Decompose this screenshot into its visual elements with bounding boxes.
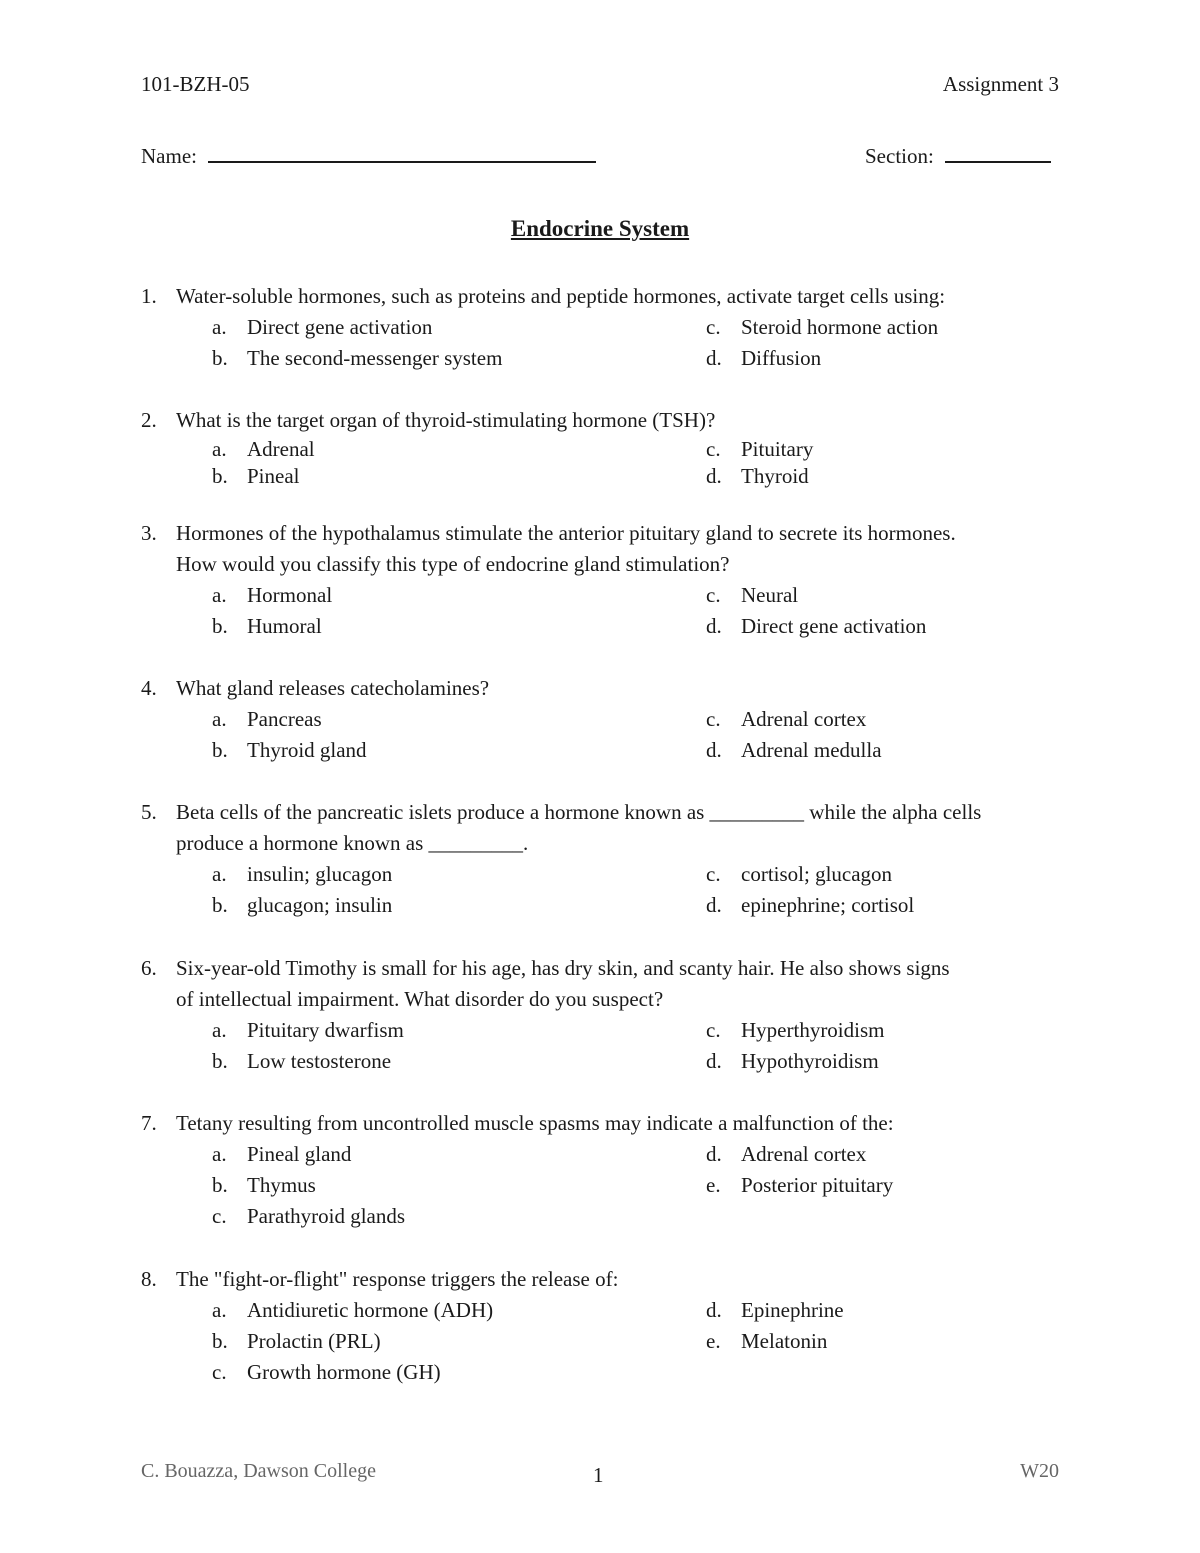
question-line [141,828,1071,859]
option-letter: a. [212,1298,227,1322]
page-title: Endocrine System [510,216,690,241]
question-number: 4. [141,676,157,700]
name-blank-line[interactable] [208,143,596,163]
option-text: Adrenal medulla [741,738,882,762]
option-text: Steroid hormone action [741,315,939,339]
option-letter: e. [706,1329,721,1353]
footer-author: C. Bouazza, Dawson College [141,1460,376,1482]
option-list [141,704,1071,766]
option-letter: a. [212,1142,227,1166]
option-text: Direct gene activation [247,315,433,339]
option-letter: a. [212,1018,227,1042]
option-letter: a. [212,583,227,607]
option-text: Parathyroid glands [247,1204,406,1228]
option-text: The second-messenger system [247,346,503,370]
option-letter: b. [212,464,228,488]
option-text: Pineal [247,464,300,488]
option-letter: e. [706,1173,721,1197]
option-text: Posterior pituitary [741,1173,894,1197]
option-letter: b. [212,1049,228,1073]
question-line [141,405,1071,436]
question-line [141,984,1071,1015]
option-letter: b. [212,1329,228,1353]
question-line [141,953,1071,984]
question-text: The "fight-or-flight" response triggers the release of: [176,1267,619,1291]
footer-term: W20 [1020,1460,1059,1482]
section-label: Section: [865,144,934,168]
option-text: Prolactin (PRL) [247,1329,381,1353]
question-8 [141,1264,1071,1388]
question-line [141,797,1071,828]
option-text: cortisol; glucagon [741,862,893,886]
question-4 [141,673,1071,766]
option-letter: d. [706,614,722,638]
option-text: Hypothyroidism [741,1049,879,1073]
option-text: insulin; glucagon [247,862,393,886]
page-number: 1 [593,1463,604,1487]
option-text: Direct gene activation [741,614,927,638]
question-text: Hormones of the hypothalamus stimulate the anterior pituitary gland to secrete its hormones. [176,521,956,545]
option-text: Neural [741,583,799,607]
question-text: How would you classify this type of endocrine gland stimulation? [176,552,730,576]
name-row [141,143,596,169]
option-letter: b. [212,893,228,917]
option-text: Low testosterone [247,1049,392,1073]
option-text: Hormonal [247,583,333,607]
option-letter: c. [706,862,721,886]
option-letter: c. [706,707,721,731]
course-code: 101-BZH-05 [141,72,250,96]
option-text: Antidiuretic hormone (ADH) [247,1298,494,1322]
option-letter: b. [212,1173,228,1197]
option-text: Hyperthyroidism [741,1018,885,1042]
option-letter: d. [706,738,722,762]
option-list [141,580,1071,642]
question-text: What gland releases catecholamines? [176,676,490,700]
option-letter: a. [212,315,227,339]
option-letter: c. [706,583,721,607]
option-letter: d. [706,346,722,370]
option-letter: a. [212,437,227,461]
question-text: Water-soluble hormones, such as proteins and peptide hormones, activate target cells using: [176,284,946,308]
option-letter: d. [706,893,722,917]
question-line [141,1264,1071,1295]
question-number: 6. [141,956,157,980]
question-5 [141,797,1071,921]
option-letter: d. [706,464,722,488]
option-text: Adrenal cortex [741,1142,867,1166]
question-7 [141,1108,1071,1232]
option-letter: a. [212,707,227,731]
option-text: Epinephrine [741,1298,844,1322]
question-line [141,281,1071,312]
option-text: Melatonin [741,1329,828,1353]
question-text: produce a hormone known as _________. [176,831,529,855]
option-letter: b. [212,738,228,762]
option-text: epinephrine; cortisol [741,893,915,917]
question-6 [141,953,1071,1077]
option-list [141,312,1071,374]
option-letter: b. [212,346,228,370]
question-number: 7. [141,1111,157,1135]
question-2 [141,405,1071,490]
option-letter: b. [212,614,228,638]
assignment-label: Assignment 3 [942,72,1059,96]
question-line [141,673,1071,704]
option-letter: c. [706,437,721,461]
option-letter: c. [212,1204,227,1228]
option-text: glucagon; insulin [247,893,393,917]
option-list [141,1015,1071,1077]
option-list [141,1139,1071,1232]
option-list [141,436,1071,490]
question-number: 1. [141,284,157,308]
option-text: Adrenal [247,437,315,461]
option-text: Humoral [247,614,322,638]
section-blank-line[interactable] [945,143,1051,163]
question-number: 5. [141,800,157,824]
option-letter: d. [706,1142,722,1166]
question-text: Six-year-old Timothy is small for his age, has dry skin, and scanty hair. He also shows signs [176,956,950,980]
question-number: 2. [141,408,157,432]
option-text: Pancreas [247,707,322,731]
option-text: Pituitary [741,437,814,461]
option-letter: c. [212,1360,227,1384]
option-text: Pituitary dwarfism [247,1018,404,1042]
question-line [141,1108,1071,1139]
option-text: Thyroid gland [247,738,367,762]
question-text: Tetany resulting from uncontrolled muscle spasms may indicate a malfunction of the: [176,1111,894,1135]
question-line [141,518,1071,549]
option-letter: c. [706,315,721,339]
question-text: What is the target organ of thyroid-stimulating hormone (TSH)? [176,408,716,432]
question-number: 8. [141,1267,157,1291]
question-number: 3. [141,521,157,545]
question-1 [141,281,1071,374]
name-label: Name: [141,144,197,168]
option-text: Adrenal cortex [741,707,867,731]
option-text: Diffusion [741,346,822,370]
option-text: Pineal gland [247,1142,352,1166]
option-letter: c. [706,1018,721,1042]
option-list [141,859,1071,921]
option-letter: d. [706,1049,722,1073]
question-line [141,549,1071,580]
question-text: of intellectual impairment. What disorder do you suspect? [176,987,664,1011]
option-text: Thyroid [741,464,809,488]
option-text: Growth hormone (GH) [247,1360,441,1384]
question-text: Beta cells of the pancreatic islets produce a hormone known as _________ while the alpha cells [176,800,982,824]
option-list [141,1295,1071,1388]
option-text: Thymus [247,1173,316,1197]
option-letter: d. [706,1298,722,1322]
question-3 [141,518,1071,642]
option-letter: a. [212,862,227,886]
section-row [865,143,1051,169]
